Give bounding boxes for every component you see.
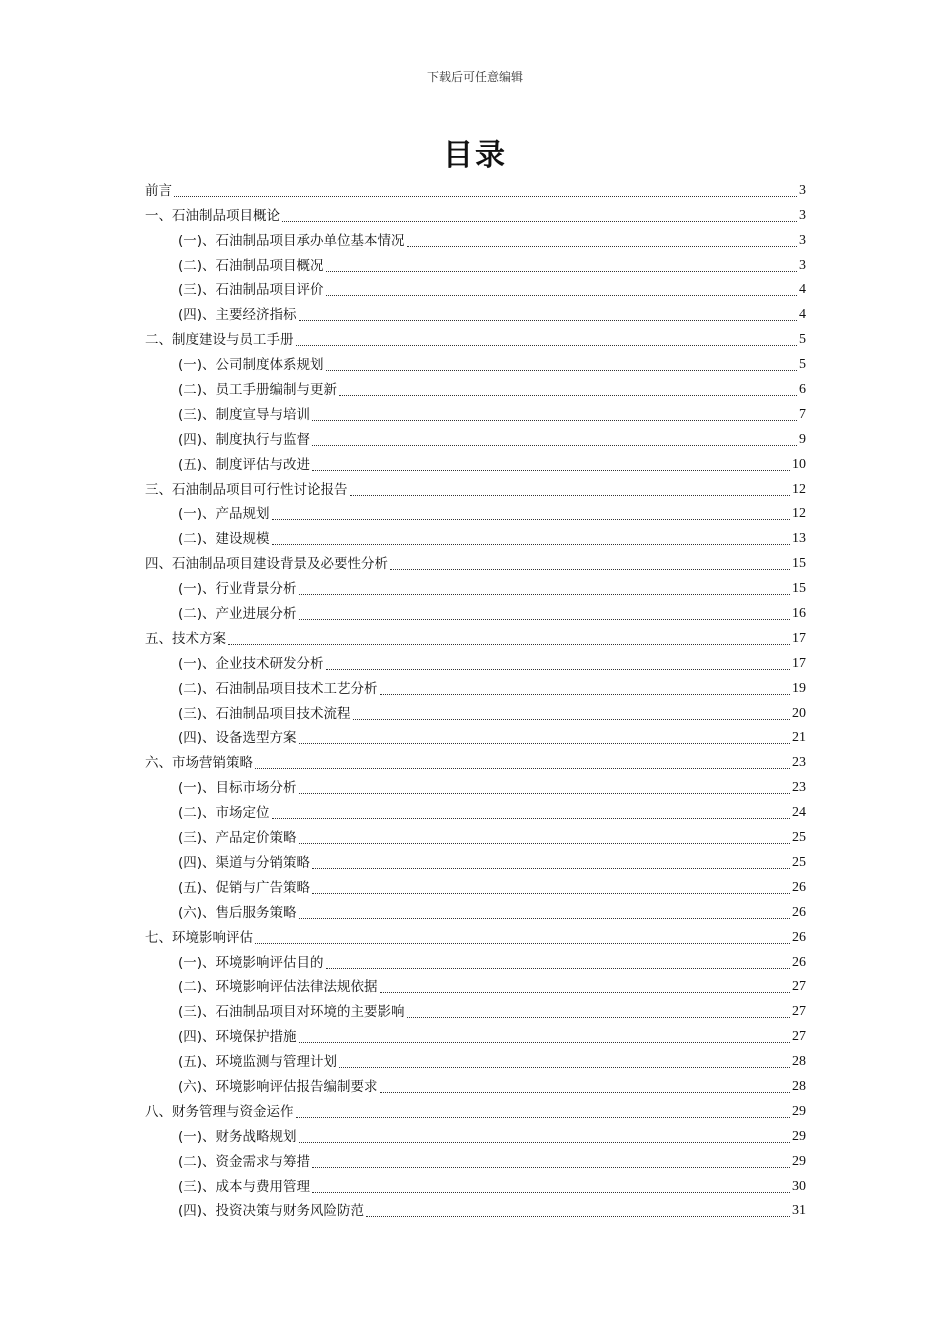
toc-dot-leader [312, 444, 797, 446]
toc-dot-leader [380, 991, 790, 993]
toc-dot-leader [299, 917, 790, 919]
toc-entry-page-number: 28 [792, 1078, 806, 1094]
toc-entry-page-number: 28 [792, 1054, 806, 1070]
toc-entry[interactable] [145, 1046, 806, 1071]
toc-entry-page-number: 16 [792, 606, 806, 622]
toc-entry-page-number: 24 [792, 805, 806, 821]
toc-entry[interactable] [145, 1121, 806, 1146]
toc-dot-leader [312, 469, 790, 471]
toc-dot-leader [299, 593, 790, 595]
toc-entry-page-number: 17 [792, 655, 806, 671]
toc-entry[interactable] [145, 1146, 806, 1171]
toc-entry-title: (五)、环境监测与管理计划 [178, 1054, 338, 1071]
toc-entry[interactable] [145, 598, 806, 623]
toc-entry[interactable] [145, 747, 806, 772]
toc-entry-title: (三)、石油制品项目评价 [178, 282, 324, 299]
toc-entry-title: (六)、售后服务策略 [178, 904, 297, 921]
toc-entry[interactable] [145, 772, 806, 797]
toc-dot-leader [228, 643, 790, 645]
toc-entry-page-number: 12 [792, 481, 806, 497]
toc-dot-leader [312, 419, 797, 421]
toc-entry[interactable] [145, 175, 806, 200]
toc-entry[interactable] [145, 324, 806, 349]
toc-dot-leader [339, 1066, 790, 1068]
toc-entry[interactable] [145, 1071, 806, 1096]
toc-entry-title: 八、财务管理与资金运作 [145, 1103, 294, 1120]
toc-entry-title: (二)、市场定位 [178, 805, 270, 822]
toc-dot-leader [350, 494, 791, 496]
toc-dot-leader [312, 892, 790, 894]
toc-dot-leader [312, 867, 790, 869]
toc-entry-page-number: 26 [792, 879, 806, 895]
toc-entry-page-number: 13 [792, 531, 806, 547]
toc-dot-leader [380, 1091, 790, 1093]
toc-entry[interactable] [145, 797, 806, 822]
toc-entry-page-number: 26 [792, 904, 806, 920]
toc-dot-leader [353, 718, 790, 720]
toc-entry-title: (一)、产品规划 [178, 506, 270, 523]
toc-entry-page-number: 12 [792, 506, 806, 522]
toc-entry[interactable] [145, 299, 806, 324]
toc-dot-leader [380, 693, 790, 695]
toc-entry-page-number: 27 [792, 979, 806, 995]
toc-entry-title: 一、石油制品项目概论 [145, 207, 280, 224]
toc-entry-title: (一)、公司制度体系规划 [178, 357, 324, 374]
toc-entry-page-number: 21 [792, 730, 806, 746]
toc-dot-leader [326, 967, 790, 969]
toc-entry-page-number: 3 [799, 257, 806, 273]
toc-entry[interactable] [145, 947, 806, 972]
toc-entry-page-number: 15 [792, 556, 806, 572]
toc-entry[interactable] [145, 349, 806, 374]
toc-entry-title: (三)、成本与费用管理 [178, 1178, 311, 1195]
toc-entry[interactable] [145, 822, 806, 847]
toc-entry-page-number: 9 [799, 431, 806, 447]
toc-entry-title: (二)、产业进展分析 [178, 606, 297, 623]
toc-entry-title: (一)、财务战略规划 [178, 1128, 297, 1145]
toc-entry-title: 三、石油制品项目可行性讨论报告 [145, 481, 348, 498]
toc-entry-page-number: 4 [799, 282, 806, 298]
toc-entry-title: (三)、产品定价策略 [178, 830, 297, 847]
toc-entry-page-number: 19 [792, 680, 806, 696]
toc-entry[interactable] [145, 1096, 806, 1121]
toc-entry[interactable] [145, 922, 806, 947]
toc-entry-page-number: 29 [792, 1128, 806, 1144]
toc-entry[interactable] [145, 573, 806, 598]
toc-dot-leader [296, 1116, 791, 1118]
toc-dot-leader [296, 344, 798, 346]
toc-entry-title: (二)、环境影响评估法律法规依据 [178, 979, 378, 996]
toc-entry-page-number: 27 [792, 1004, 806, 1020]
toc-entry-title: 六、市场营销策略 [145, 755, 253, 772]
toc-dot-leader [326, 668, 790, 670]
toc-entry-title: (三)、制度宣导与培训 [178, 406, 311, 423]
toc-entry-page-number: 20 [792, 705, 806, 721]
toc-entry-title: (二)、建设规模 [178, 531, 270, 548]
toc-entry-title: (一)、目标市场分析 [178, 780, 297, 797]
toc-entry[interactable] [145, 548, 806, 573]
toc-entry-title: (二)、员工手册编制与更新 [178, 382, 338, 399]
toc-entry-page-number: 17 [792, 630, 806, 646]
toc-entry-page-number: 7 [799, 406, 806, 422]
toc-entry[interactable] [145, 449, 806, 474]
table-of-contents [145, 175, 806, 1220]
toc-dot-leader [407, 1016, 790, 1018]
toc-dot-leader [299, 1041, 790, 1043]
toc-entry-title: (一)、行业背景分析 [178, 581, 297, 598]
toc-entry[interactable] [145, 996, 806, 1021]
toc-dot-leader [366, 1215, 790, 1217]
toc-entry-title: (四)、环境保护措施 [178, 1029, 297, 1046]
toc-entry-page-number: 26 [792, 929, 806, 945]
toc-entry[interactable] [145, 200, 806, 225]
toc-entry[interactable] [145, 673, 806, 698]
toc-entry-title: (一)、环境影响评估目的 [178, 954, 324, 971]
toc-entry-title: 七、环境影响评估 [145, 929, 253, 946]
toc-entry-page-number: 23 [792, 755, 806, 771]
toc-entry[interactable] [145, 474, 806, 499]
toc-entry[interactable] [145, 698, 806, 723]
toc-entry-title: (四)、渠道与分销策略 [178, 854, 311, 871]
toc-entry-page-number: 29 [792, 1103, 806, 1119]
toc-dot-leader [312, 1166, 790, 1168]
toc-entry-title: (二)、资金需求与筹措 [178, 1153, 311, 1170]
toc-entry-page-number: 10 [792, 456, 806, 472]
toc-entry[interactable] [145, 897, 806, 922]
toc-entry-title: 四、石油制品项目建设背景及必要性分析 [145, 556, 388, 573]
toc-dot-leader [272, 543, 790, 545]
toc-entry[interactable] [145, 275, 806, 300]
toc-entry-page-number: 23 [792, 780, 806, 796]
toc-entry-page-number: 30 [792, 1178, 806, 1194]
toc-entry-title: 五、技术方案 [145, 630, 226, 647]
toc-dot-leader [390, 568, 790, 570]
toc-dot-leader [312, 1191, 790, 1193]
toc-dot-leader [299, 792, 790, 794]
toc-entry-page-number: 6 [799, 382, 806, 398]
toc-entry[interactable] [145, 250, 806, 275]
toc-entry-page-number: 5 [799, 357, 806, 373]
toc-entry-page-number: 26 [792, 954, 806, 970]
toc-entry-title: (一)、企业技术研发分析 [178, 655, 324, 672]
toc-entry-page-number: 15 [792, 581, 806, 597]
toc-entry-title: (二)、石油制品项目概况 [178, 257, 324, 274]
toc-dot-leader [299, 1141, 790, 1143]
toc-entry-title: (四)、主要经济指标 [178, 307, 297, 324]
toc-entry[interactable] [145, 972, 806, 997]
toc-entry[interactable] [145, 424, 806, 449]
toc-entry-page-number: 4 [799, 307, 806, 323]
toc-dot-leader [282, 220, 797, 222]
toc-entry[interactable] [145, 1021, 806, 1046]
toc-entry[interactable] [145, 523, 806, 548]
toc-entry[interactable] [145, 374, 806, 399]
toc-entry-title: (五)、制度评估与改进 [178, 456, 311, 473]
toc-entry-page-number: 25 [792, 830, 806, 846]
toc-entry-title: (二)、石油制品项目技术工艺分析 [178, 680, 378, 697]
toc-dot-leader [299, 742, 790, 744]
toc-entry-page-number: 3 [799, 232, 806, 248]
toc-entry-page-number: 3 [799, 207, 806, 223]
toc-entry-title: (三)、石油制品项目对环境的主要影响 [178, 1004, 405, 1021]
toc-dot-leader [299, 618, 790, 620]
toc-entry-title: (四)、投资决策与财务风险防范 [178, 1203, 365, 1220]
toc-entry-page-number: 29 [792, 1153, 806, 1169]
toc-dot-leader [272, 817, 790, 819]
toc-entry-title: (一)、石油制品项目承办单位基本情况 [178, 232, 405, 249]
toc-entry[interactable] [145, 623, 806, 648]
toc-dot-leader [407, 245, 797, 247]
toc-entry[interactable] [145, 847, 806, 872]
toc-entry[interactable] [145, 723, 806, 748]
toc-entry[interactable] [145, 399, 806, 424]
toc-entry-page-number: 3 [799, 182, 806, 198]
toc-entry-title: 二、制度建设与员工手册 [145, 332, 294, 349]
toc-dot-leader [326, 294, 797, 296]
header-note: 下载后可任意编辑 [426, 70, 523, 84]
toc-entry-title: (六)、环境影响评估报告编制要求 [178, 1078, 378, 1095]
toc-entry-title: (四)、制度执行与监督 [178, 431, 311, 448]
toc-entry[interactable] [145, 225, 806, 250]
toc-entry-title: (四)、设备选型方案 [178, 730, 297, 747]
toc-entry[interactable] [145, 1196, 806, 1221]
toc-entry-page-number: 25 [792, 854, 806, 870]
toc-dot-leader [255, 942, 790, 944]
toc-dot-leader [326, 369, 797, 371]
toc-dot-leader [255, 767, 790, 769]
toc-entry[interactable] [145, 1171, 806, 1196]
toc-entry-page-number: 5 [799, 332, 806, 348]
toc-dot-leader [326, 270, 797, 272]
toc-entry-title: (三)、石油制品项目技术流程 [178, 705, 351, 722]
toc-entry[interactable] [145, 648, 806, 673]
toc-entry-title: 前言 [145, 182, 172, 199]
toc-entry-title: (五)、促销与广告策略 [178, 879, 311, 896]
toc-dot-leader [272, 518, 790, 520]
page-title: 目录 [443, 138, 507, 173]
toc-entry[interactable] [145, 499, 806, 524]
toc-entry[interactable] [145, 872, 806, 897]
toc-dot-leader [299, 842, 790, 844]
toc-dot-leader [339, 394, 797, 396]
toc-entry-page-number: 27 [792, 1029, 806, 1045]
toc-dot-leader [174, 195, 797, 197]
toc-dot-leader [299, 319, 797, 321]
toc-entry-page-number: 31 [792, 1203, 806, 1219]
